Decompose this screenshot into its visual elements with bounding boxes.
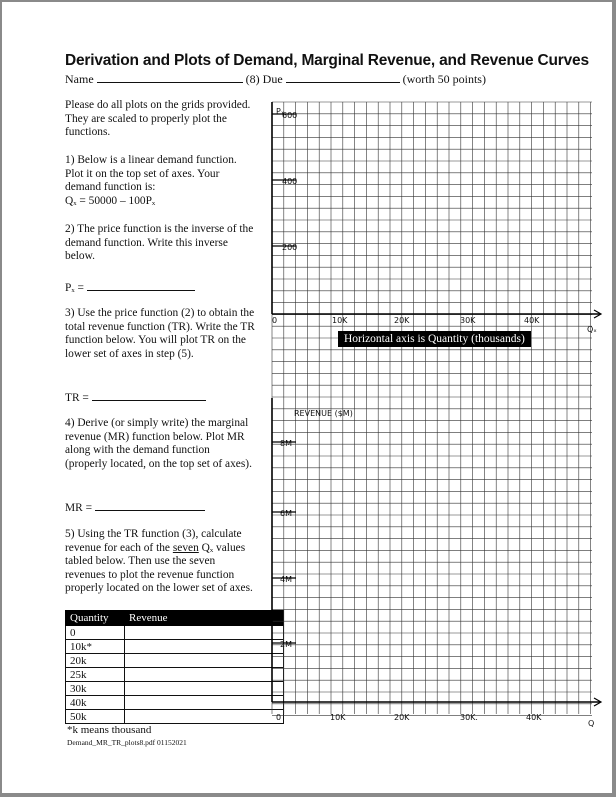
top-x-tick-label: 30K	[460, 316, 476, 325]
demand-function: Qₓ = 50000 – 100Pₓ	[65, 194, 156, 207]
quantity-cell: 40k	[66, 696, 125, 710]
quantity-cell: 10k*	[66, 640, 125, 654]
worth-label: (worth 50 points)	[402, 72, 486, 86]
page-title: Derivation and Plots of Demand, Marginal Revenue, and Revenue Curves	[65, 52, 589, 69]
quantity-cell: 25k	[66, 668, 125, 682]
quantity-cell: 20k	[66, 654, 125, 668]
top-y-axis-label: Pₓ	[276, 107, 285, 116]
name-label: Name	[65, 72, 94, 86]
file-id: Demand_MR_TR_plots8.pdf 01152021	[67, 738, 187, 747]
table-header-quantity: Quantity	[66, 611, 125, 626]
table-header-revenue: Revenue	[125, 611, 284, 626]
bottom-x-tick-label: 40K	[526, 713, 542, 722]
instruction-step-4: 4) Derive (or simply write) the marginal revenue (MR) function below. Plot MR along with the demand function (properly located, on the top set of axes).	[65, 417, 252, 470]
instructions-intro: Please do all plots on the grids provided. They are scaled to properly plot the functions.	[65, 99, 251, 139]
footnote: *k means thousand	[67, 724, 152, 736]
bottom-x-tick-label: 10K	[330, 713, 346, 722]
bottom-x-tick-label: 20K	[394, 713, 410, 722]
instruction-step-5: 5) Using the TR function (3), calculate revenue for each of the seven Qₓ values tabled below. Then use the seven revenues to plot the revenue function properly located on the lower set of axes.	[65, 528, 253, 595]
instruction-step-3: 3) Use the price function (2) to obtain the total revenue function (TR). Write the TR function below. You will plot TR on the lower set of axes in step (5).	[65, 307, 255, 360]
section-label: (8) Due	[245, 72, 283, 86]
top-x-tick-label: 10K	[332, 316, 348, 325]
instruction-step-1: 1) Below is a linear demand function. Plot it on the top set of axes. Your demand function is: Qₓ = 50000 – 100Pₓ	[65, 154, 255, 208]
bottom-y-tick-label: 6M	[280, 509, 292, 518]
top-origin-label: 0	[272, 316, 278, 325]
bottom-x-axis-label: Q	[588, 719, 595, 728]
quantity-cell: 50k	[66, 710, 125, 724]
graph-paper	[2, 2, 612, 793]
px-answer-line: Pₓ =	[65, 279, 255, 296]
revenue-axis-label: REVENUE ($M)	[294, 409, 353, 418]
horizontal-axis-callout: Horizontal axis is Quantity (thousands)	[338, 331, 531, 347]
worksheet-page	[2, 2, 612, 793]
top-y-tick-label: 400	[282, 177, 298, 186]
mr-answer-line: MR =	[65, 499, 255, 516]
quantity-cell: 0	[66, 626, 125, 640]
quantity-cell: 30k	[66, 682, 125, 696]
bottom-x-tick-label: 30K.	[460, 713, 478, 722]
instruction-step-2: 2) The price function is the inverse of the demand function. Write this inverse below.	[65, 223, 254, 263]
top-y-tick-label: 600	[282, 111, 298, 120]
bottom-y-tick-label: 2M	[280, 640, 292, 649]
bottom-y-tick-label: 4M	[280, 575, 292, 584]
tr-answer-line: TR =	[65, 389, 255, 406]
bottom-origin-label: 0	[276, 713, 282, 722]
top-x-tick-label: 40K	[524, 316, 540, 325]
bottom-y-tick-label: 8M	[280, 439, 292, 448]
top-x-tick-label: 20K	[394, 316, 410, 325]
top-x-axis-label: Qₓ	[587, 325, 597, 334]
top-y-tick-label: 200	[282, 243, 298, 252]
